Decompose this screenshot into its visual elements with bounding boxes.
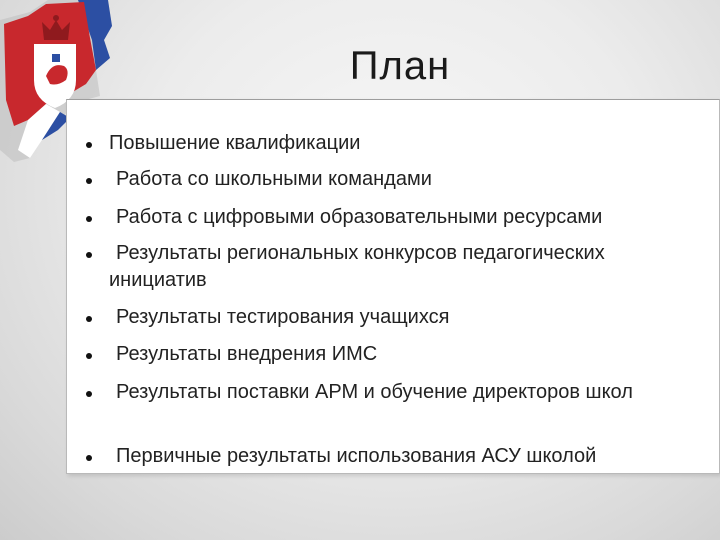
list-item-text: Первичные результаты использования АСУ школой xyxy=(116,445,597,467)
list-item-text: Работа с цифровыми образовательными ресурсами xyxy=(116,206,603,228)
bullet-icon xyxy=(86,178,92,184)
bullet-icon xyxy=(86,216,92,222)
list-item-text: Работа со школьными командами xyxy=(116,168,432,190)
bullet-icon xyxy=(86,252,92,258)
list-item-text: Результаты поставки АРМ и обучение директоров школ xyxy=(116,381,633,403)
content-box xyxy=(66,99,720,474)
bullet-icon xyxy=(86,391,92,397)
list-item-text: Результаты внедрения ИМС xyxy=(116,343,378,365)
slide-title: План xyxy=(349,44,451,88)
list-item-text: Результаты тестирования учащихся xyxy=(116,306,450,328)
list-item-text: Повышение квалификации xyxy=(109,132,361,154)
bullet-icon xyxy=(86,353,92,359)
bullet-icon xyxy=(86,316,92,322)
bullet-icon xyxy=(86,142,92,148)
bullet-icon xyxy=(86,455,92,461)
list-item-text: Результаты региональных конкурсов педагогических инициатив xyxy=(109,242,605,291)
